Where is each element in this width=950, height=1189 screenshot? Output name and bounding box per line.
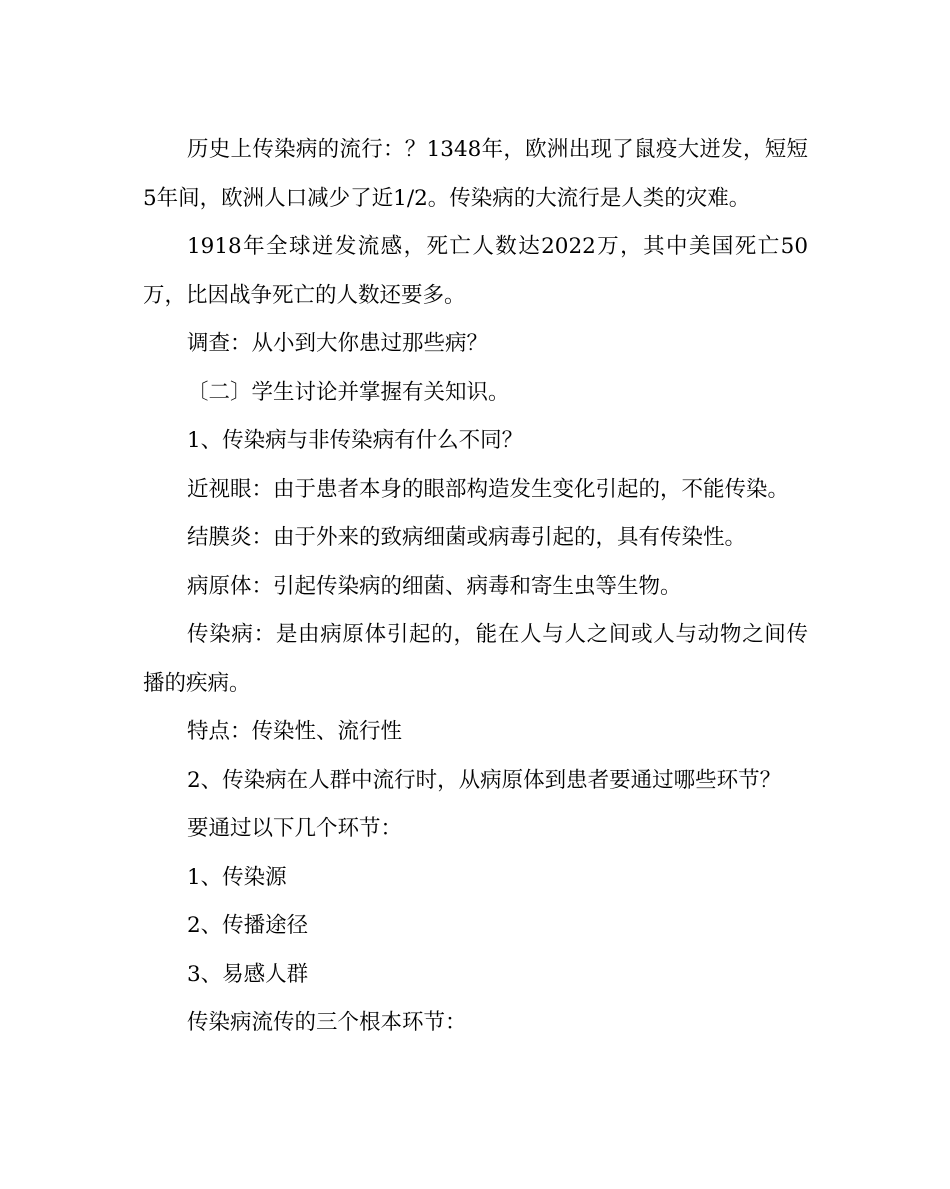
paragraph-infectious-disease: 传染病：是由病原体引起的，能在人与人之间或人与动物之间传播的疾病。 <box>143 622 808 696</box>
paragraph-1918-flu: 1918年全球迸发流感，死亡人数达2022万，其中美国死亡50万，比因战争死亡的人数还要多。 <box>143 234 808 308</box>
paragraph-characteristics: 特点：传染性、流行性 <box>187 719 403 744</box>
question-2: 2、传染病在人群中流行时，从病原体到患者要通过哪些环节？ <box>187 767 782 793</box>
paragraph-conjunctivitis: 结膜炎：由于外来的致病细菌或病毒引起的，具有传染性。 <box>187 525 747 550</box>
paragraph-history-epidemics: 历史上传染病的流行：？1348年，欧洲出现了鼠疫大迸发，短短5年间，欧洲人口减少了近1/2。传染病的大流行是人类的灾难。 <box>143 137 808 211</box>
paragraph-myopia: 近视眼：由于患者本身的眼部构造发生变化引起的，不能传染。 <box>187 476 790 502</box>
paragraph-links-intro: 要通过以下几个环节： <box>187 816 403 841</box>
paragraph-three-links: 传染病流传的三个根本环节： <box>187 1010 467 1035</box>
question-1: 1、传染病与非传染病有什么不同？ <box>187 428 524 453</box>
section-heading-discussion: 〔二〕学生讨论并掌握有关知识。 <box>187 379 510 405</box>
paragraph-pathogen: 病原体：引起传染病的细菌、病毒和寄生虫等生物。 <box>187 573 682 599</box>
paragraph-survey: 调查：从小到大你患过那些病？ <box>187 331 489 356</box>
list-item-source: 1、传染源 <box>187 864 287 890</box>
list-item-route: 2、传播途径 <box>187 913 309 938</box>
list-item-susceptible: 3、易感人群 <box>187 961 309 987</box>
document-body <box>143 126 808 1048</box>
